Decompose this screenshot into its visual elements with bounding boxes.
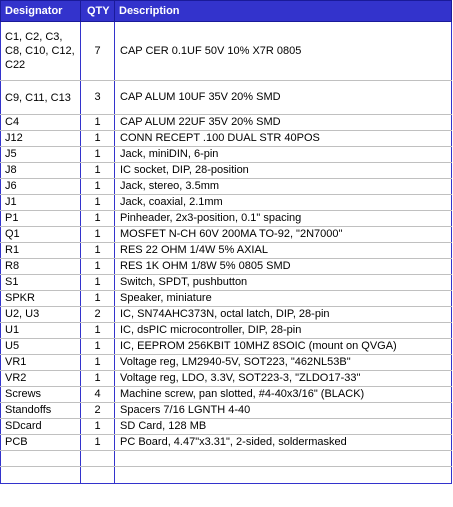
cell-description[interactable]: MOSFET N-CH 60V 200MA TO-92, "2N7000" [115, 227, 452, 243]
cell-qty[interactable]: 1 [81, 355, 115, 371]
cell-designator[interactable]: Q1 [1, 227, 81, 243]
cell-designator[interactable]: S1 [1, 275, 81, 291]
cell-description[interactable]: CAP CER 0.1UF 50V 10% X7R 0805 [115, 22, 452, 81]
cell-description[interactable]: PC Board, 4.47"x3.31", 2-sided, soldermasked [115, 435, 452, 451]
cell-qty[interactable]: 1 [81, 211, 115, 227]
cell-qty[interactable]: 1 [81, 419, 115, 435]
table-row [1, 291, 452, 307]
cell-designator[interactable]: R1 [1, 243, 81, 259]
cell-designator[interactable]: SPKR [1, 291, 81, 307]
cell-description-empty[interactable] [115, 451, 452, 467]
table-row [1, 131, 452, 147]
cell-description[interactable]: Spacers 7/16 LGNTH 4-40 [115, 403, 452, 419]
cell-description[interactable]: Machine screw, pan slotted, #4-40x3/16" (BLACK) [115, 387, 452, 403]
cell-qty[interactable]: 1 [81, 339, 115, 355]
cell-designator[interactable]: Standoffs [1, 403, 81, 419]
cell-qty[interactable]: 1 [81, 291, 115, 307]
table-row [1, 307, 452, 323]
table-row [1, 387, 452, 403]
cell-qty[interactable]: 1 [81, 179, 115, 195]
cell-designator[interactable]: Screws [1, 387, 81, 403]
cell-qty[interactable]: 1 [81, 147, 115, 163]
cell-designator-empty[interactable] [1, 451, 81, 467]
table-row [1, 179, 452, 195]
cell-designator[interactable]: SDcard [1, 419, 81, 435]
cell-description[interactable]: CAP ALUM 10UF 35V 20% SMD [115, 81, 452, 115]
cell-designator[interactable]: VR1 [1, 355, 81, 371]
cell-qty[interactable]: 1 [81, 243, 115, 259]
cell-description[interactable]: Jack, coaxial, 2.1mm [115, 195, 452, 211]
cell-description[interactable]: IC, dsPIC microcontroller, DIP, 28-pin [115, 323, 452, 339]
cell-description[interactable]: Voltage reg, LDO, 3.3V, SOT223-3, "ZLDO17-33" [115, 371, 452, 387]
table-row [1, 323, 452, 339]
cell-description[interactable]: IC socket, DIP, 28-position [115, 163, 452, 179]
cell-designator[interactable]: U1 [1, 323, 81, 339]
table-row [1, 403, 452, 419]
cell-qty[interactable]: 2 [81, 403, 115, 419]
table-row [1, 243, 452, 259]
cell-description[interactable]: RES 22 OHM 1/4W 5% AXIAL [115, 243, 452, 259]
header-row [1, 1, 452, 22]
cell-qty[interactable]: 1 [81, 371, 115, 387]
cell-designator[interactable]: J12 [1, 131, 81, 147]
cell-qty[interactable]: 1 [81, 323, 115, 339]
cell-description[interactable]: Switch, SPDT, pushbutton [115, 275, 452, 291]
cell-qty[interactable]: 3 [81, 81, 115, 115]
cell-description[interactable]: Jack, stereo, 3.5mm [115, 179, 452, 195]
cell-designator[interactable]: C9, C11, C13 [1, 81, 81, 115]
cell-description[interactable]: CONN RECEPT .100 DUAL STR 40POS [115, 131, 452, 147]
table-row [1, 275, 452, 291]
empty-row [1, 451, 452, 467]
table-row [1, 419, 452, 435]
cell-designator[interactable]: VR2 [1, 371, 81, 387]
cell-designator[interactable]: J1 [1, 195, 81, 211]
cell-qty[interactable]: 2 [81, 307, 115, 323]
table-row [1, 371, 452, 387]
table-row [1, 211, 452, 227]
table-row [1, 435, 452, 451]
table-row [1, 195, 452, 211]
cell-designator[interactable]: PCB [1, 435, 81, 451]
cell-qty[interactable]: 1 [81, 227, 115, 243]
cell-qty[interactable]: 1 [81, 435, 115, 451]
cell-description[interactable]: IC, EEPROM 256KBIT 10MHZ 8SOIC (mount on QVGA) [115, 339, 452, 355]
cell-qty[interactable]: 1 [81, 195, 115, 211]
cell-description[interactable]: Voltage reg, LM2940-5V, SOT223, "462NL53B" [115, 355, 452, 371]
empty-row [1, 467, 452, 484]
cell-description[interactable]: Speaker, miniature [115, 291, 452, 307]
cell-description[interactable]: Jack, miniDIN, 6-pin [115, 147, 452, 163]
cell-qty-empty[interactable] [81, 467, 115, 484]
cell-qty[interactable]: 1 [81, 259, 115, 275]
cell-qty[interactable]: 1 [81, 131, 115, 147]
cell-description-empty[interactable] [115, 467, 452, 484]
table-row [1, 147, 452, 163]
table-row [1, 227, 452, 243]
cell-qty[interactable]: 1 [81, 115, 115, 131]
cell-description[interactable]: SD Card, 128 MB [115, 419, 452, 435]
cell-designator[interactable]: C1, C2, C3, C8, C10, C12, C22 [1, 22, 81, 81]
header-qty[interactable]: QTY [81, 1, 115, 22]
cell-qty[interactable]: 1 [81, 163, 115, 179]
cell-designator[interactable]: P1 [1, 211, 81, 227]
table-row [1, 115, 452, 131]
cell-qty[interactable]: 7 [81, 22, 115, 81]
cell-description[interactable]: IC, SN74AHC373N, octal latch, DIP, 28-pin [115, 307, 452, 323]
cell-designator[interactable]: J5 [1, 147, 81, 163]
cell-description[interactable]: RES 1K OHM 1/8W 5% 0805 SMD [115, 259, 452, 275]
cell-designator-empty[interactable] [1, 467, 81, 484]
table-row [1, 339, 452, 355]
header-description[interactable]: Description [115, 1, 452, 22]
cell-description[interactable]: CAP ALUM 22UF 35V 20% SMD [115, 115, 452, 131]
table-row [1, 259, 452, 275]
cell-designator[interactable]: J6 [1, 179, 81, 195]
table-row [1, 81, 452, 115]
cell-description[interactable]: Pinheader, 2x3-position, 0.1" spacing [115, 211, 452, 227]
header-designator[interactable]: Designator [1, 1, 81, 22]
cell-qty[interactable]: 1 [81, 275, 115, 291]
table-row [1, 163, 452, 179]
cell-qty-empty[interactable] [81, 451, 115, 467]
cell-designator[interactable]: J8 [1, 163, 81, 179]
table-row [1, 355, 452, 371]
cell-designator[interactable]: U5 [1, 339, 81, 355]
cell-designator[interactable]: R8 [1, 259, 81, 275]
cell-designator[interactable]: C4 [1, 115, 81, 131]
table-row [1, 22, 452, 81]
cell-qty[interactable]: 4 [81, 387, 115, 403]
cell-designator[interactable]: U2, U3 [1, 307, 81, 323]
